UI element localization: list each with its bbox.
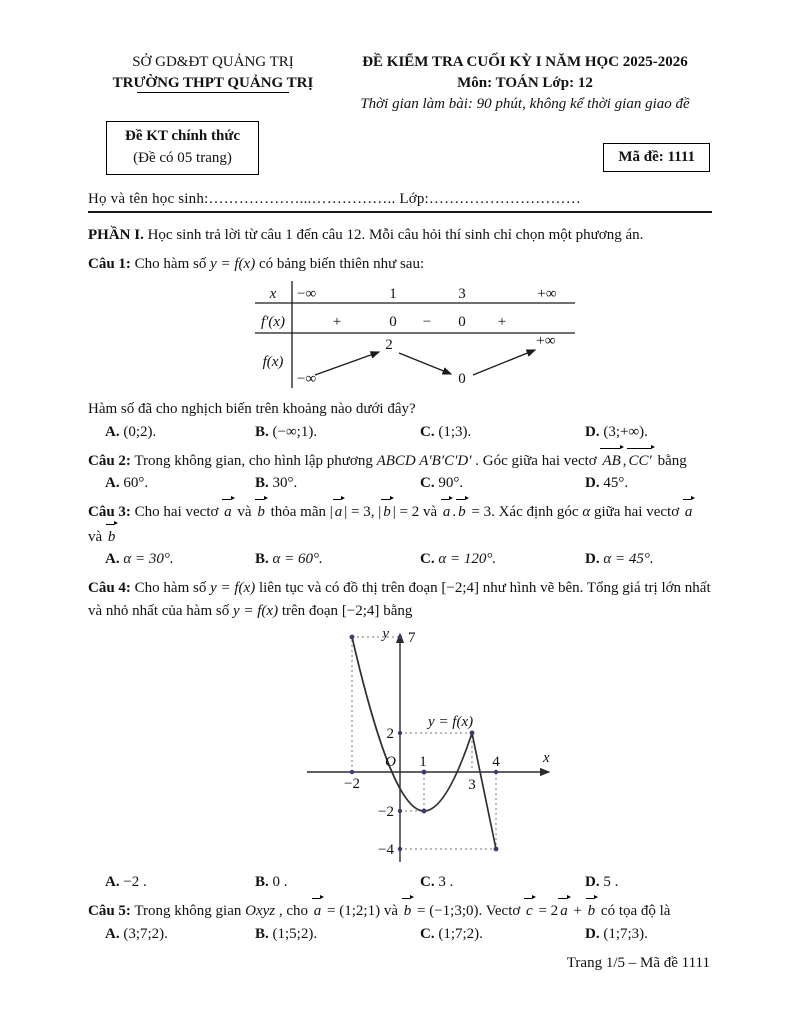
svg-text:0: 0 — [458, 314, 466, 330]
bbt-f-label: f(x) — [262, 354, 284, 370]
question-1-answers — [88, 424, 712, 441]
answer-option-c: C. α = 120°. — [420, 551, 497, 567]
student-name-line: Họ và tên học sinh:………………...…………….. Lớp:………………………… — [88, 190, 581, 207]
answer-option-d: D. 45°. — [585, 475, 629, 491]
svg-text:7: 7 — [408, 630, 416, 646]
svg-text:1: 1 — [389, 286, 397, 302]
question-4: Câu 4: Cho hàm số y = f(x) liên tục và có đồ thị trên đoạn [−2;4] như hình vẽ bên. Tổng giá trị lớn nhất và nhỏ nhất của hàm số y = f(x) trên đoạn [−2;4] bằng — [88, 580, 711, 619]
svg-text:−: − — [422, 314, 432, 330]
question-3-label: Câu 3: — [88, 504, 131, 520]
answer-option-a: A. (3;7;2). — [105, 925, 168, 942]
question-4-label: Câu 4: — [88, 580, 131, 596]
svg-text:+∞: +∞ — [536, 333, 556, 349]
function-graph — [295, 624, 712, 871]
svg-text:2: 2 — [385, 337, 393, 353]
svg-text:0: 0 — [389, 314, 397, 330]
answer-option-b: B. (1;5;2). — [255, 925, 318, 942]
vector-b: b — [402, 900, 414, 923]
vector-a: a — [683, 501, 695, 524]
svg-text:−2: −2 — [378, 804, 394, 820]
vector-a: a — [441, 501, 453, 524]
page-count-note: (Đề có 05 trang) — [133, 149, 232, 166]
subject-line: Môn: TOÁN Lớp: 12 — [457, 75, 593, 91]
header-right-block — [338, 52, 712, 115]
answer-option-b: B. (−∞;1). — [255, 423, 318, 440]
vector-c: c — [524, 900, 535, 923]
bbt-arrow-up-2 — [473, 350, 535, 375]
point-left-max — [350, 635, 355, 640]
svg-text:+: + — [497, 314, 507, 330]
question-5-answers — [88, 926, 712, 943]
vector-a: a — [558, 900, 570, 923]
question-3-line2: và b — [88, 526, 712, 549]
question-2-answers — [88, 475, 712, 492]
svg-text:0: 0 — [458, 371, 466, 387]
svg-text:3: 3 — [468, 777, 476, 793]
answer-option-c: C. (1;3). — [420, 423, 472, 440]
helper-line-local-max — [400, 733, 472, 772]
bbt-fprime-label: f′(x) — [260, 314, 286, 330]
answer-option-a: A. (0;2). — [105, 423, 157, 440]
answer-option-b: B. α = 60°. — [255, 551, 323, 567]
question-3-answers — [88, 551, 712, 568]
time-note: Thời gian làm bài: 90 phút, không kể thời gian giao đề — [360, 96, 690, 112]
answer-option-d: D. (1;7;3). — [585, 925, 648, 942]
helper-line-left-max — [352, 637, 400, 772]
answer-option-b: B. 0 . — [255, 874, 288, 890]
answer-option-d: D. 5 . — [585, 874, 619, 890]
question-1-label: Câu 1: — [88, 255, 131, 272]
vector-CC: CC′ — [627, 450, 654, 473]
y-axis-label: y — [382, 626, 389, 642]
bbt-x-minus-inf: −∞ — [297, 286, 317, 302]
svg-text:3: 3 — [458, 286, 466, 302]
point-local-max — [470, 731, 475, 736]
question-4-answers — [88, 874, 712, 891]
point-x1 — [422, 770, 427, 775]
svg-text:−4: −4 — [378, 842, 394, 858]
question-5-label: Câu 5: — [88, 903, 131, 919]
svg-text:+: + — [332, 314, 342, 330]
bbt-x-label: x — [269, 286, 277, 302]
origin-label: O — [385, 754, 396, 770]
vector-b: b — [586, 900, 598, 923]
vector-b: b — [106, 526, 118, 549]
footer-page-info: Trang 1/5 – Mã đề 1111 — [566, 954, 710, 971]
header-divider — [88, 211, 712, 213]
exam-code-box: Mã đề: 1111 — [603, 143, 710, 172]
svg-text:+∞: +∞ — [537, 286, 557, 302]
question-2: Câu 2: Trong không gian, cho hình lập phương ABCD A′B′C′D′ . Góc giữa hai vectơ AB , CC′ bằng — [88, 450, 712, 473]
vector-b: b — [255, 501, 267, 524]
function-curve — [352, 637, 496, 849]
answer-option-c: C. 3 . — [420, 874, 454, 890]
official-exam-label: Đề KT chính thức — [125, 128, 240, 144]
point-local-min — [422, 809, 427, 814]
svg-text:2: 2 — [386, 726, 394, 742]
variation-table — [255, 281, 712, 394]
header-left-block — [88, 52, 338, 115]
svg-text:−2: −2 — [344, 776, 360, 792]
answer-option-b: B. 30°. — [255, 475, 298, 491]
exam-title: ĐỀ KIỂM TRA CUỐI KỲ I NĂM HỌC 2025-2026 — [362, 54, 688, 70]
question-2-label: Câu 2: — [88, 452, 131, 469]
vector-AB: AB — [600, 450, 622, 473]
x-axis-label: x — [543, 750, 550, 766]
vector-b: b — [381, 501, 393, 524]
answer-option-c: C. 90°. — [420, 475, 464, 491]
answer-option-c: C. (1;7;2). — [420, 925, 483, 942]
vector-a: a — [312, 900, 324, 923]
vector-b: b — [456, 501, 468, 524]
question-5: Câu 5: Trong không gian Oxyz , cho a = (1;2;1) và b = (−1;3;0). Vectơ c = 2 a + b có tọa độ là — [88, 900, 712, 923]
svg-text:−∞: −∞ — [297, 371, 317, 387]
answer-option-d: D. (3;+∞). — [585, 423, 648, 440]
department-name: SỞ GD&ĐT QUẢNG TRỊ — [132, 54, 294, 70]
bbt-arrow-down — [399, 353, 451, 374]
part1-heading: PHẦN I. Học sinh trả lời từ câu 1 đến câu 12. Mỗi câu hỏi thí sinh chỉ chọn một phương án. — [88, 226, 644, 243]
curve-label: y = f(x) — [428, 714, 474, 730]
vector-a: a — [333, 501, 345, 524]
part1-heading-bold: PHẦN I. — [88, 226, 144, 243]
svg-text:4: 4 — [492, 754, 500, 770]
point-right-end — [494, 847, 499, 852]
question-1: Câu 1: Cho hàm số y = f(x) có bảng biến thiên như sau: — [88, 255, 425, 272]
answer-option-a: A. α = 30°. — [105, 551, 174, 567]
page-header — [88, 52, 712, 115]
question-1-ask: Hàm số đã cho nghịch biến trên khoảng nào dưới đây? — [88, 401, 416, 417]
svg-text:1: 1 — [419, 754, 427, 770]
vector-a: a — [222, 501, 234, 524]
school-name: TRƯỜNG THPT QUẢNG TRỊ — [113, 73, 314, 94]
alpha-symbol: α — [582, 504, 591, 520]
question-3: Câu 3: Cho hai vectơ a và b thỏa mãn | a | = 3, | b | = 2 và a . b = 3. Xác định góc α giữa hai vectơ a — [88, 501, 712, 524]
answer-option-a: A. 60°. — [105, 475, 149, 491]
bbt-arrow-up-1 — [315, 352, 379, 375]
answer-option-d: D. α = 45°. — [585, 551, 654, 567]
official-exam-box — [106, 121, 259, 175]
header-boxes-row — [88, 121, 712, 175]
answer-option-a: A. −2 . — [105, 874, 147, 890]
